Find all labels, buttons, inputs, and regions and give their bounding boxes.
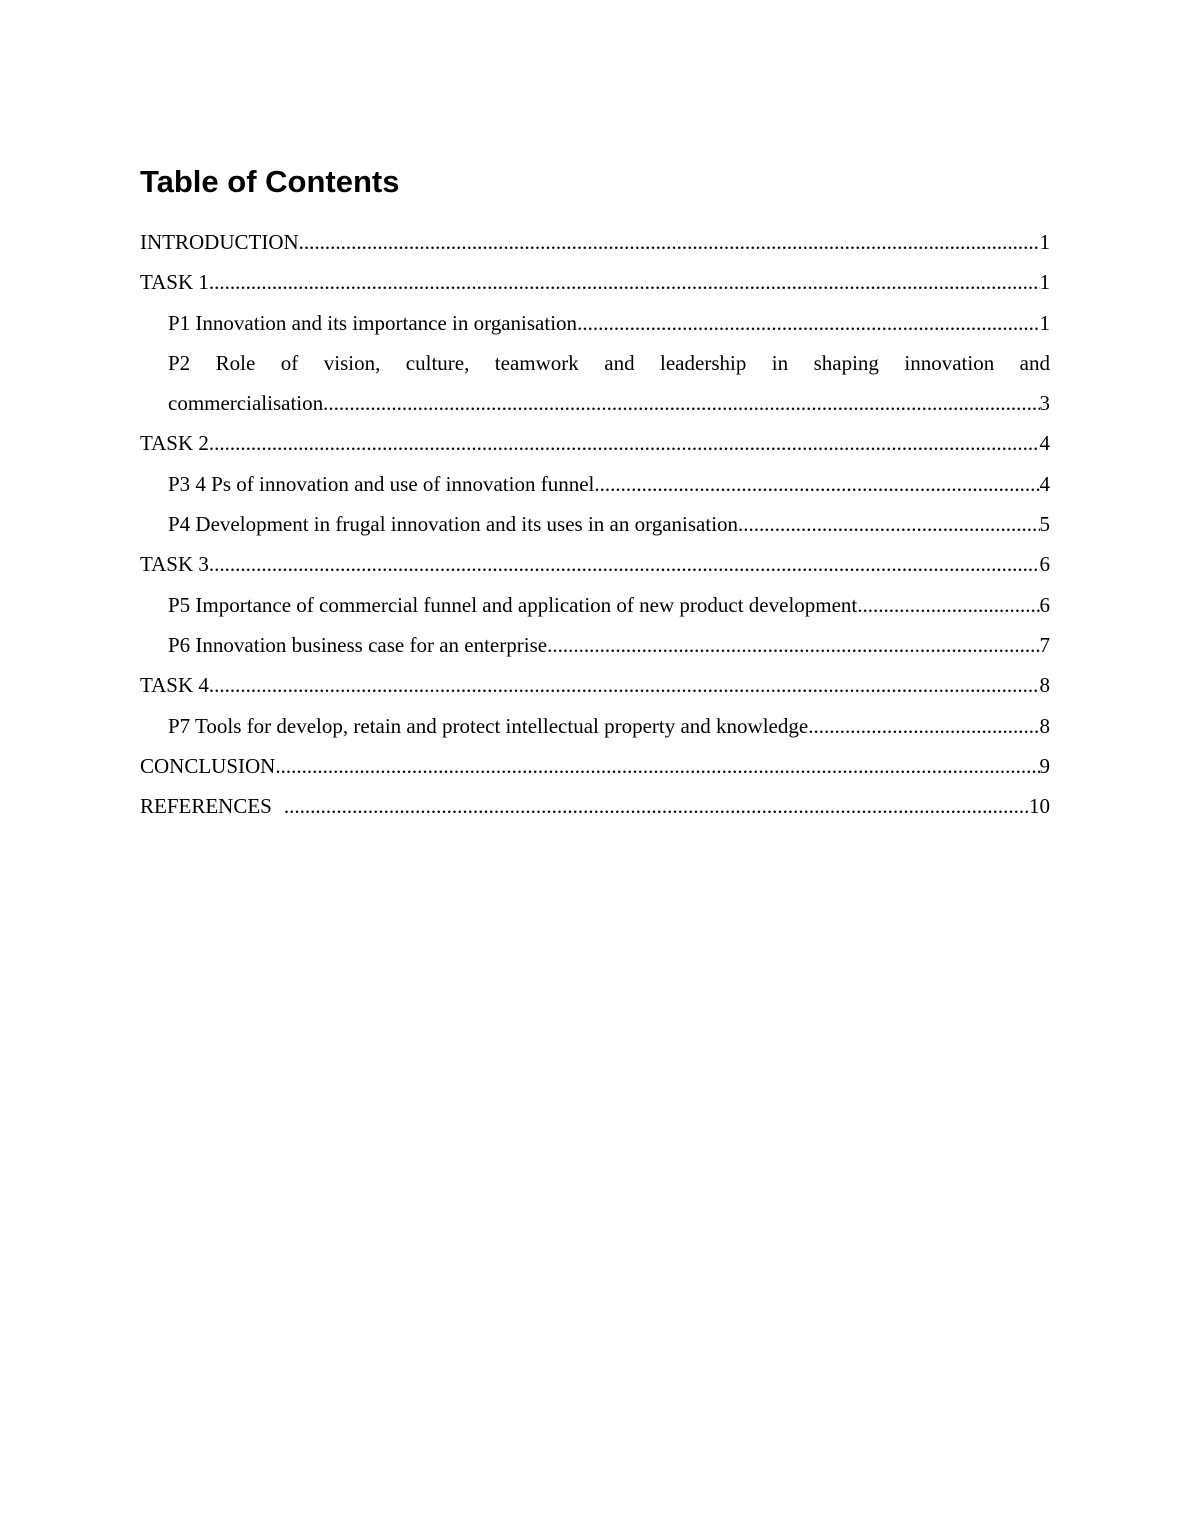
dot-leader <box>857 585 1039 625</box>
toc-entry-label: P4 Development in frugal innovation and its uses in an organisation <box>168 512 739 537</box>
toc-entry-label: REFERENCES <box>140 794 272 819</box>
toc-entry-introduction[interactable] <box>140 222 1050 262</box>
dot-leader <box>738 504 1039 544</box>
toc-entry-label: P7 Tools for develop, retain and protect intellectual property and knowledge <box>168 713 809 738</box>
toc-entry-p6[interactable] <box>140 625 1050 665</box>
toc-entry-label: P3 4 Ps of innovation and use of innovation funnel <box>168 471 595 496</box>
toc-entry-conclusion[interactable] <box>140 746 1050 786</box>
toc-entry-page: 1 <box>1039 230 1050 254</box>
dot-leader <box>808 706 1039 746</box>
toc-entry-label: INTRODUCTION <box>140 230 299 254</box>
toc-entry-label: TASK 4 <box>140 673 209 698</box>
toc-entry-page: 6 <box>1039 552 1050 577</box>
dot-leader <box>323 383 1039 423</box>
toc-entry-p3[interactable] <box>140 464 1050 504</box>
toc-entry-task-4[interactable] <box>140 665 1050 705</box>
toc-entry-p2-line-1[interactable] <box>140 343 1050 383</box>
dot-leader <box>594 464 1039 504</box>
toc-entry-label: commercialisation <box>168 391 324 416</box>
toc-entry-page: 5 <box>1039 512 1050 537</box>
toc-entry-p7[interactable] <box>140 706 1050 746</box>
toc-entry-page: 9 <box>1039 753 1050 778</box>
toc-entry-page: 4 <box>1039 431 1050 456</box>
toc-entry-page: 1 <box>1039 310 1050 335</box>
toc-entry-page: 10 <box>1029 794 1050 819</box>
dot-leader <box>209 423 1040 463</box>
table-of-contents <box>140 222 1050 826</box>
dot-leader <box>577 303 1039 343</box>
toc-entry-task-1[interactable] <box>140 262 1050 302</box>
toc-entry-label: TASK 1 <box>140 270 209 295</box>
toc-entry-page: 8 <box>1039 713 1050 738</box>
toc-entry-p4[interactable] <box>140 504 1050 544</box>
toc-entry-label: P6 Innovation business case for an enterprise <box>168 632 548 657</box>
toc-entry-page: 3 <box>1039 391 1050 416</box>
toc-entry-references[interactable] <box>140 786 1050 826</box>
toc-entry-label: TASK 2 <box>140 431 209 456</box>
dot-leader <box>209 544 1040 584</box>
toc-heading: Table of Contents <box>140 164 400 199</box>
toc-entry-label: P2 Role of vision, culture, teamwork and leadership in shaping innovation and <box>168 350 1050 375</box>
dot-leader <box>299 222 1040 262</box>
toc-entry-page: 1 <box>1039 270 1050 295</box>
toc-entry-task-3[interactable] <box>140 544 1050 584</box>
toc-entry-label: P1 Innovation and its importance in organisation <box>168 310 578 335</box>
dot-leader <box>284 786 1029 826</box>
toc-entry-page: 4 <box>1039 471 1050 496</box>
dot-leader <box>209 665 1040 705</box>
toc-entry-p2-line-2[interactable] <box>140 383 1050 423</box>
dot-leader <box>209 262 1040 302</box>
toc-entry-p5[interactable] <box>140 585 1050 625</box>
toc-entry-label: CONCLUSION <box>140 753 276 778</box>
toc-entry-label: TASK 3 <box>140 552 209 577</box>
toc-entry-page: 6 <box>1039 592 1050 617</box>
dot-leader <box>547 625 1039 665</box>
dot-leader <box>275 746 1039 786</box>
toc-entry-label: P5 Importance of commercial funnel and application of new product development <box>168 592 858 617</box>
toc-entry-page: 8 <box>1039 673 1050 698</box>
toc-entry-p1[interactable] <box>140 303 1050 343</box>
toc-entry-page: 7 <box>1039 632 1050 657</box>
toc-entry-task-2[interactable] <box>140 423 1050 463</box>
